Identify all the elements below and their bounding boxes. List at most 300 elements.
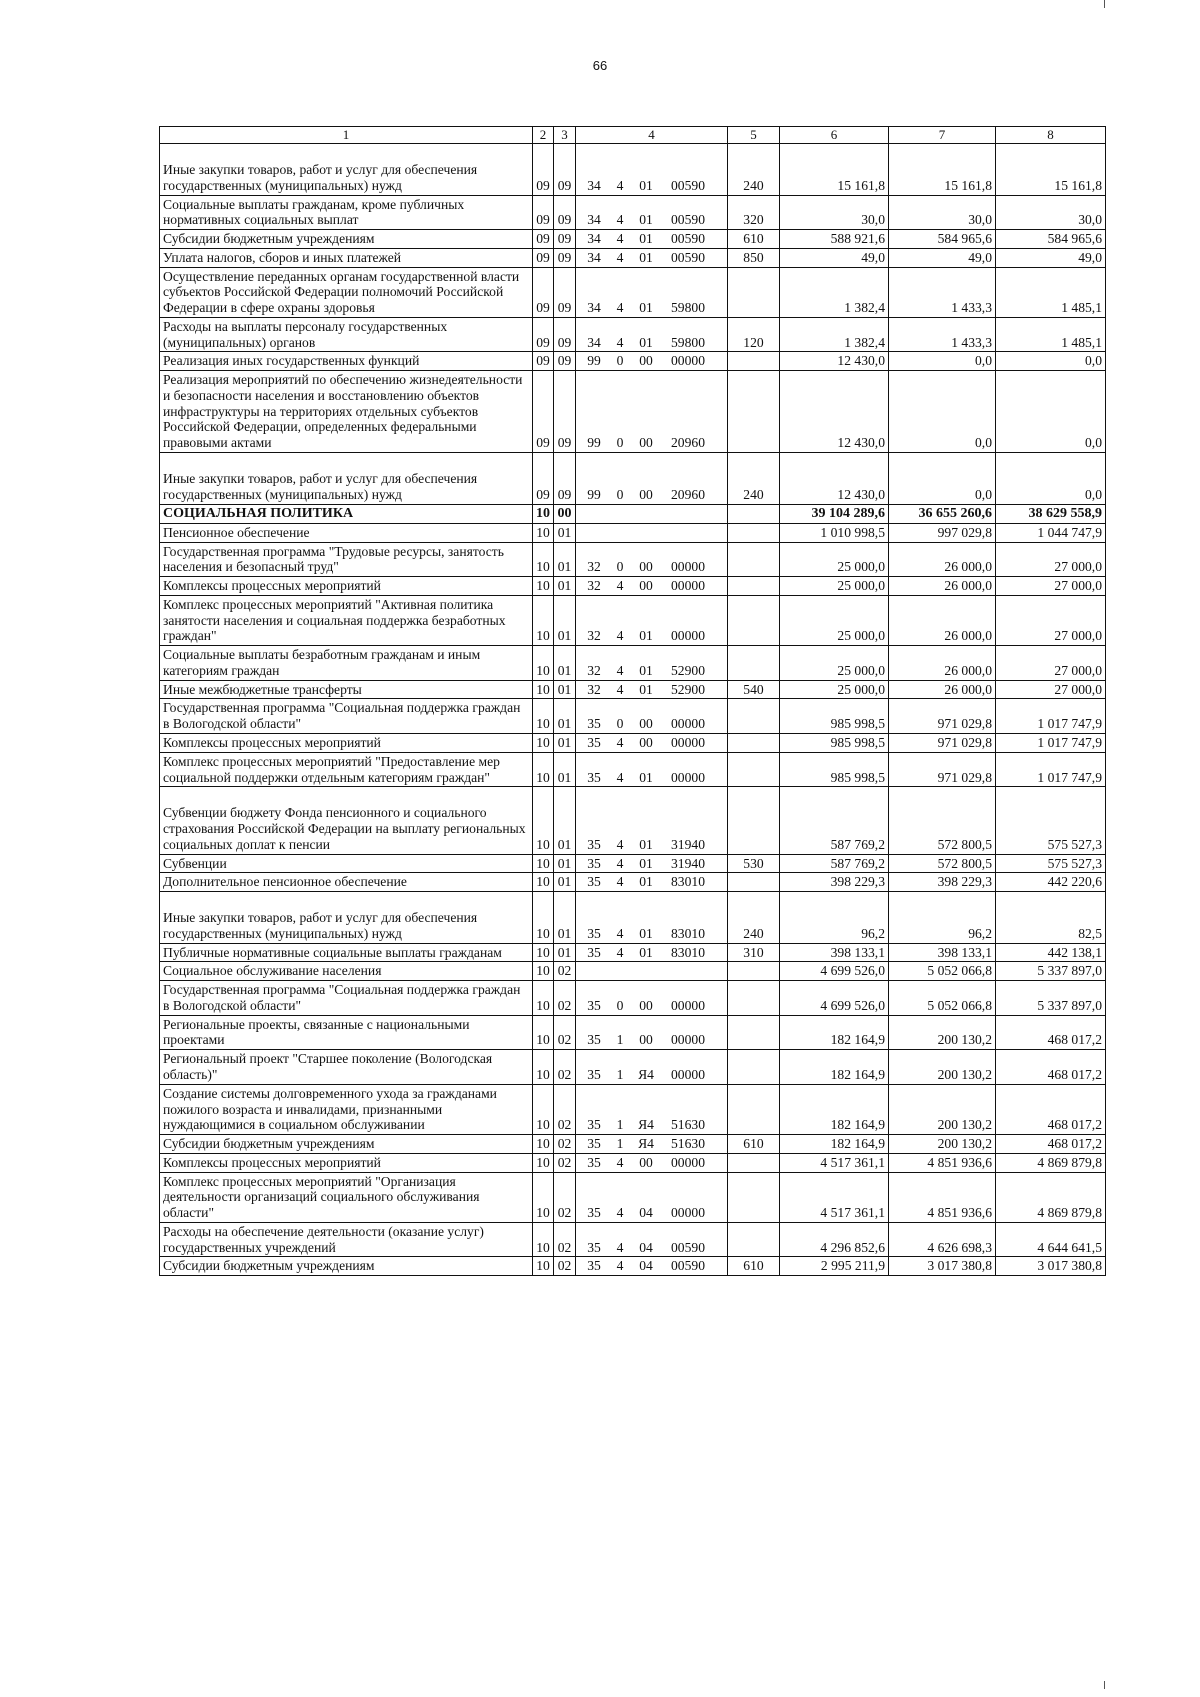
table-row: [160, 873, 1106, 892]
target-article-parts: [579, 231, 724, 247]
event-code: 01: [639, 855, 653, 871]
table-row: [160, 1084, 1106, 1134]
subsection-code: 01: [554, 680, 576, 699]
type-code: 4: [616, 212, 624, 228]
scan-edge-mark: [1104, 0, 1105, 8]
section-code: 09: [533, 144, 554, 196]
amount-year-2: 971 029,8: [889, 752, 996, 787]
amount-year-3: 82,5: [996, 892, 1106, 944]
direction-code: 20960: [671, 435, 705, 451]
type-code: 4: [616, 662, 624, 678]
amount-year-3: 27 000,0: [996, 577, 1106, 596]
amount-year-1: 4 296 852,6: [780, 1222, 889, 1257]
amount-year-2: 0,0: [889, 371, 996, 453]
expense-type-code: [728, 1015, 780, 1050]
program-code: 99: [587, 486, 601, 502]
subsection-code: 00: [554, 504, 576, 523]
row-name: Субвенции бюджету Фонда пенсионного и социального страхования Российской Федерации на выплату региональных социальных доплат к пенсии: [160, 787, 533, 854]
amount-year-1: 1 382,4: [780, 317, 889, 352]
type-code: 1: [616, 1066, 624, 1082]
table-row: [160, 1135, 1106, 1154]
target-article-code: [576, 595, 728, 645]
expense-type-code: [728, 873, 780, 892]
target-article-parts: [579, 1258, 724, 1274]
type-code: 4: [616, 734, 624, 750]
amount-year-3: 468 017,2: [996, 1135, 1106, 1154]
target-article-parts: [579, 837, 724, 853]
row-name: Региональные проекты, связанные с национальными проектами: [160, 1015, 533, 1050]
section-code: 09: [533, 317, 554, 352]
header-col-1: 1: [160, 127, 533, 144]
subsection-code: 09: [554, 195, 576, 230]
amount-year-3: 442 138,1: [996, 943, 1106, 962]
program-code: 35: [587, 1136, 601, 1152]
amount-year-1: 182 164,9: [780, 1050, 889, 1085]
direction-code: 00590: [671, 177, 705, 193]
program-code: 35: [587, 769, 601, 785]
target-article-parts: [579, 1155, 724, 1171]
row-name: Публичные нормативные социальные выплаты гражданам: [160, 943, 533, 962]
amount-year-1: 12 430,0: [780, 352, 889, 371]
type-code: 0: [616, 353, 624, 369]
target-article-parts: [579, 945, 724, 961]
header-col-7: 7: [889, 127, 996, 144]
event-code: 01: [639, 769, 653, 785]
direction-code: 52900: [671, 681, 705, 697]
amount-year-1: 4 699 526,0: [780, 962, 889, 981]
event-code: 01: [639, 300, 653, 316]
subsection-code: 02: [554, 1222, 576, 1257]
row-name: Государственная программа "Трудовые ресурсы, занятость населения и безопасный труд": [160, 542, 533, 577]
type-code: 0: [616, 997, 624, 1013]
subsection-code: 01: [554, 787, 576, 854]
amount-year-2: 572 800,5: [889, 854, 996, 873]
event-code: 00: [639, 1032, 653, 1048]
direction-code: 00590: [671, 231, 705, 247]
row-name: Субсидии бюджетным учреждениям: [160, 1135, 533, 1154]
expense-type-code: 610: [728, 1257, 780, 1276]
row-name: Иные межбюджетные трансферты: [160, 680, 533, 699]
budget-table: [159, 126, 1106, 1276]
target-article-code: [576, 854, 728, 873]
amount-year-2: 200 130,2: [889, 1015, 996, 1050]
table-row: [160, 733, 1106, 752]
amount-year-2: 3 017 380,8: [889, 1257, 996, 1276]
section-code: 10: [533, 1172, 554, 1222]
target-article-code: [576, 981, 728, 1016]
subsection-code: 02: [554, 1050, 576, 1085]
type-code: 4: [616, 300, 624, 316]
target-article-code: [576, 1015, 728, 1050]
table-row: [160, 267, 1106, 317]
amount-year-1: 2 995 211,9: [780, 1257, 889, 1276]
table-row: [160, 1153, 1106, 1172]
expense-type-code: [728, 1172, 780, 1222]
expense-type-code: [728, 371, 780, 453]
amount-year-1: 182 164,9: [780, 1135, 889, 1154]
amount-year-2: 971 029,8: [889, 733, 996, 752]
type-code: 4: [616, 836, 624, 852]
expense-type-code: [728, 699, 780, 734]
amount-year-3: 0,0: [996, 371, 1106, 453]
header-col-2: 2: [533, 127, 554, 144]
amount-year-3: 27 000,0: [996, 542, 1106, 577]
header-col-3: 3: [554, 127, 576, 144]
program-code: 35: [587, 1032, 601, 1048]
amount-year-3: 1 485,1: [996, 267, 1106, 317]
target-article-parts: [579, 435, 724, 451]
event-code: Я4: [638, 1117, 654, 1133]
amount-year-1: 25 000,0: [780, 646, 889, 681]
expense-type-code: 320: [728, 195, 780, 230]
row-name: Комплекс процессных мероприятий "Активная политика занятости населения и социальная поддержка безработных граждан": [160, 595, 533, 645]
target-article-parts: [579, 1032, 724, 1048]
table-row: [160, 523, 1106, 542]
expense-type-code: [728, 1222, 780, 1257]
table-row: [160, 144, 1106, 196]
subsection-code: 02: [554, 1257, 576, 1276]
program-code: 34: [587, 177, 601, 193]
table-row: [160, 752, 1106, 787]
program-code: 34: [587, 231, 601, 247]
direction-code: 83010: [671, 874, 705, 890]
type-code: 4: [616, 1154, 624, 1170]
table-row: [160, 1172, 1106, 1222]
program-code: 99: [587, 353, 601, 369]
amount-year-2: 0,0: [889, 352, 996, 371]
amount-year-1: 182 164,9: [780, 1084, 889, 1134]
program-code: 34: [587, 300, 601, 316]
subsection-code: 01: [554, 542, 576, 577]
amount-year-3: 0,0: [996, 352, 1106, 371]
target-article-code: [576, 523, 728, 542]
program-code: 34: [587, 212, 601, 228]
target-article-parts: [579, 335, 724, 351]
row-name: Социальное обслуживание населения: [160, 962, 533, 981]
section-code: 10: [533, 699, 554, 734]
section-code: 10: [533, 680, 554, 699]
amount-year-2: 36 655 260,6: [889, 504, 996, 523]
target-article-parts: [579, 663, 724, 679]
row-name: Субсидии бюджетным учреждениям: [160, 1257, 533, 1276]
program-code: 35: [587, 1066, 601, 1082]
event-code: 01: [639, 836, 653, 852]
header-col-4: 4: [576, 127, 728, 144]
target-article-code: [576, 577, 728, 596]
direction-code: 00000: [671, 1154, 705, 1170]
direction-code: 59800: [671, 334, 705, 350]
target-article-code: [576, 453, 728, 505]
expense-type-code: [728, 752, 780, 787]
program-code: 32: [587, 628, 601, 644]
expense-type-code: [728, 542, 780, 577]
type-code: 4: [616, 681, 624, 697]
expense-type-code: [728, 981, 780, 1016]
event-code: 01: [639, 249, 653, 265]
section-code: 10: [533, 646, 554, 681]
expense-type-code: 240: [728, 892, 780, 944]
subsection-code: 01: [554, 595, 576, 645]
subsection-code: 02: [554, 962, 576, 981]
table-row: [160, 854, 1106, 873]
target-article-code: [576, 1084, 728, 1134]
table-row: [160, 371, 1106, 453]
event-code: 00: [639, 353, 653, 369]
event-code: 00: [639, 734, 653, 750]
amount-year-2: 1 433,3: [889, 267, 996, 317]
expense-type-code: [728, 352, 780, 371]
amount-year-1: 398 229,3: [780, 873, 889, 892]
target-article-parts: [579, 250, 724, 266]
amount-year-3: 38 629 558,9: [996, 504, 1106, 523]
amount-year-1: 12 430,0: [780, 371, 889, 453]
table-row: [160, 1222, 1106, 1257]
amount-year-1: 4 517 361,1: [780, 1153, 889, 1172]
event-code: 01: [639, 212, 653, 228]
direction-code: 00590: [671, 1258, 705, 1274]
section-code: 10: [533, 595, 554, 645]
event-code: 01: [639, 177, 653, 193]
target-article-code: [576, 144, 728, 196]
target-article-parts: [579, 578, 724, 594]
section-code: 10: [533, 854, 554, 873]
amount-year-3: 49,0: [996, 248, 1106, 267]
type-code: 4: [616, 231, 624, 247]
amount-year-2: 26 000,0: [889, 646, 996, 681]
event-code: Я4: [638, 1136, 654, 1152]
row-name: Расходы на обеспечение деятельности (оказание услуг) государственных учреждений: [160, 1222, 533, 1257]
event-code: 01: [639, 231, 653, 247]
table-row: [160, 981, 1106, 1016]
expense-type-code: 540: [728, 680, 780, 699]
amount-year-2: 0,0: [889, 453, 996, 505]
target-article-code: [576, 787, 728, 854]
row-name: Государственная программа "Социальная поддержка граждан в Вологодской области": [160, 699, 533, 734]
table-row: [160, 943, 1106, 962]
event-code: 00: [639, 435, 653, 451]
target-article-parts: [579, 998, 724, 1014]
subsection-code: 01: [554, 699, 576, 734]
amount-year-3: 27 000,0: [996, 646, 1106, 681]
table-body: [160, 144, 1106, 1276]
target-article-parts: [579, 178, 724, 194]
direction-code: 00000: [671, 1205, 705, 1221]
row-name: Реализация иных государственных функций: [160, 352, 533, 371]
row-name: Комплексы процессных мероприятий: [160, 577, 533, 596]
target-article-code: [576, 943, 728, 962]
amount-year-2: 1 433,3: [889, 317, 996, 352]
type-code: 4: [616, 177, 624, 193]
row-name: Комплекс процессных мероприятий "Организация деятельности организаций социального обслуживания области": [160, 1172, 533, 1222]
program-code: 32: [587, 681, 601, 697]
direction-code: 00000: [671, 559, 705, 575]
amount-year-1: 587 769,2: [780, 787, 889, 854]
section-code: 10: [533, 962, 554, 981]
direction-code: 59800: [671, 300, 705, 316]
expense-type-code: [728, 267, 780, 317]
amount-year-3: 442 220,6: [996, 873, 1106, 892]
row-name: Создание системы долговременного ухода за гражданами пожилого возраста и инвалидами, признанными нуждающимися в социальном обслуживании: [160, 1084, 533, 1134]
direction-code: 83010: [671, 925, 705, 941]
event-code: 04: [639, 1239, 653, 1255]
amount-year-3: 27 000,0: [996, 595, 1106, 645]
table-row: [160, 453, 1106, 505]
column-number-row: [160, 127, 1106, 144]
amount-year-1: 15 161,8: [780, 144, 889, 196]
header-col-6: 6: [780, 127, 889, 144]
direction-code: 31940: [671, 836, 705, 852]
event-code: 00: [639, 997, 653, 1013]
header-col-5: 5: [728, 127, 780, 144]
section-code: 10: [533, 504, 554, 523]
amount-year-2: 398 229,3: [889, 873, 996, 892]
event-code: 00: [639, 1154, 653, 1170]
amount-year-1: 39 104 289,6: [780, 504, 889, 523]
table-row: [160, 680, 1106, 699]
section-code: 10: [533, 1257, 554, 1276]
row-name: Комплекс процессных мероприятий "Предоставление мер социальной поддержки отдельным категориям граждан": [160, 752, 533, 787]
direction-code: 00000: [671, 628, 705, 644]
row-name: Субсидии бюджетным учреждениям: [160, 230, 533, 249]
page-number: 66: [592, 58, 608, 73]
subsection-code: 09: [554, 267, 576, 317]
type-code: 1: [616, 1117, 624, 1133]
section-code: 09: [533, 352, 554, 371]
program-code: 32: [587, 662, 601, 678]
expense-type-code: 120: [728, 317, 780, 352]
row-name: Осуществление переданных органам государственной власти субъектов Российской Федерации полномочий Российской Федерации в сфере охраны здоровья: [160, 267, 533, 317]
event-code: Я4: [638, 1066, 654, 1082]
amount-year-3: 1 485,1: [996, 317, 1106, 352]
table-row: [160, 577, 1106, 596]
target-article-code: [576, 371, 728, 453]
table-row: [160, 230, 1106, 249]
expense-type-code: [728, 1050, 780, 1085]
amount-year-1: 4 517 361,1: [780, 1172, 889, 1222]
program-code: 35: [587, 1117, 601, 1133]
table-row: [160, 646, 1106, 681]
direction-code: 51630: [671, 1136, 705, 1152]
expense-type-code: [728, 646, 780, 681]
target-article-parts: [579, 353, 724, 369]
amount-year-2: 5 052 066,8: [889, 981, 996, 1016]
row-name: Иные закупки товаров, работ и услуг для обеспечения государственных (муниципальных) нужд: [160, 892, 533, 944]
target-article-code: [576, 504, 728, 523]
target-article-parts: [579, 735, 724, 751]
subsection-code: 01: [554, 752, 576, 787]
target-article-code: [576, 733, 728, 752]
amount-year-3: 5 337 897,0: [996, 962, 1106, 981]
type-code: 4: [616, 874, 624, 890]
amount-year-2: 4 626 698,3: [889, 1222, 996, 1257]
direction-code: 52900: [671, 662, 705, 678]
subsection-code: 01: [554, 733, 576, 752]
program-code: 99: [587, 435, 601, 451]
row-name: Реализация мероприятий по обеспечению жизнедеятельности и безопасности населения и восстановлению объектов инфраструктуры на территориях отдельных субъектов Российской Федерации, определенных федеральными правовыми актами: [160, 371, 533, 453]
amount-year-3: 27 000,0: [996, 680, 1106, 699]
subsection-code: 02: [554, 1084, 576, 1134]
expense-type-code: 240: [728, 453, 780, 505]
amount-year-3: 4 869 879,8: [996, 1153, 1106, 1172]
target-article-code: [576, 317, 728, 352]
type-code: 4: [616, 334, 624, 350]
type-code: 4: [616, 249, 624, 265]
target-article-parts: [579, 1067, 724, 1083]
target-article-code: [576, 1222, 728, 1257]
section-code: 10: [533, 733, 554, 752]
program-code: 35: [587, 1239, 601, 1255]
expense-type-code: 610: [728, 1135, 780, 1154]
amount-year-2: 4 851 936,6: [889, 1153, 996, 1172]
program-code: 34: [587, 334, 601, 350]
event-code: 04: [639, 1205, 653, 1221]
subsection-code: 09: [554, 317, 576, 352]
amount-year-1: 25 000,0: [780, 542, 889, 577]
section-code: 10: [533, 1015, 554, 1050]
table-row: [160, 962, 1106, 981]
direction-code: 20960: [671, 486, 705, 502]
target-article-code: [576, 195, 728, 230]
program-code: 35: [587, 855, 601, 871]
target-article-parts: [579, 487, 724, 503]
subsection-code: 02: [554, 981, 576, 1016]
target-article-parts: [579, 1136, 724, 1152]
row-name: Расходы на выплаты персоналу государственных (муниципальных) органов: [160, 317, 533, 352]
target-article-code: [576, 646, 728, 681]
subsection-code: 01: [554, 943, 576, 962]
section-code: 10: [533, 577, 554, 596]
direction-code: 00000: [671, 769, 705, 785]
subsection-code: 01: [554, 646, 576, 681]
target-article-code: [576, 542, 728, 577]
table-row: [160, 504, 1106, 523]
amount-year-3: 15 161,8: [996, 144, 1106, 196]
type-code: 4: [616, 944, 624, 960]
expense-type-code: 310: [728, 943, 780, 962]
target-article-parts: [579, 300, 724, 316]
type-code: 4: [616, 1239, 624, 1255]
amount-year-1: 30,0: [780, 195, 889, 230]
section-code: 10: [533, 1135, 554, 1154]
amount-year-2: 26 000,0: [889, 680, 996, 699]
amount-year-1: 985 998,5: [780, 752, 889, 787]
amount-year-2: 15 161,8: [889, 144, 996, 196]
event-code: 04: [639, 1258, 653, 1274]
amount-year-3: 584 965,6: [996, 230, 1106, 249]
target-article-parts: [579, 1117, 724, 1133]
row-name: Иные закупки товаров, работ и услуг для обеспечения государственных (муниципальных) нужд: [160, 144, 533, 196]
type-code: 4: [616, 769, 624, 785]
direction-code: 83010: [671, 944, 705, 960]
amount-year-2: 398 133,1: [889, 943, 996, 962]
target-article-code: [576, 1257, 728, 1276]
subsection-code: 09: [554, 453, 576, 505]
row-name: Субвенции: [160, 854, 533, 873]
subsection-code: 01: [554, 873, 576, 892]
table-row: [160, 317, 1106, 352]
table-row: [160, 1050, 1106, 1085]
type-code: 4: [616, 1205, 624, 1221]
table-row: [160, 892, 1106, 944]
direction-code: 00000: [671, 578, 705, 594]
program-code: 35: [587, 997, 601, 1013]
amount-year-3: 1 044 747,9: [996, 523, 1106, 542]
section-code: 10: [533, 542, 554, 577]
target-article-parts: [579, 856, 724, 872]
program-code: 35: [587, 1205, 601, 1221]
section-code: 09: [533, 371, 554, 453]
expense-type-code: [728, 1153, 780, 1172]
